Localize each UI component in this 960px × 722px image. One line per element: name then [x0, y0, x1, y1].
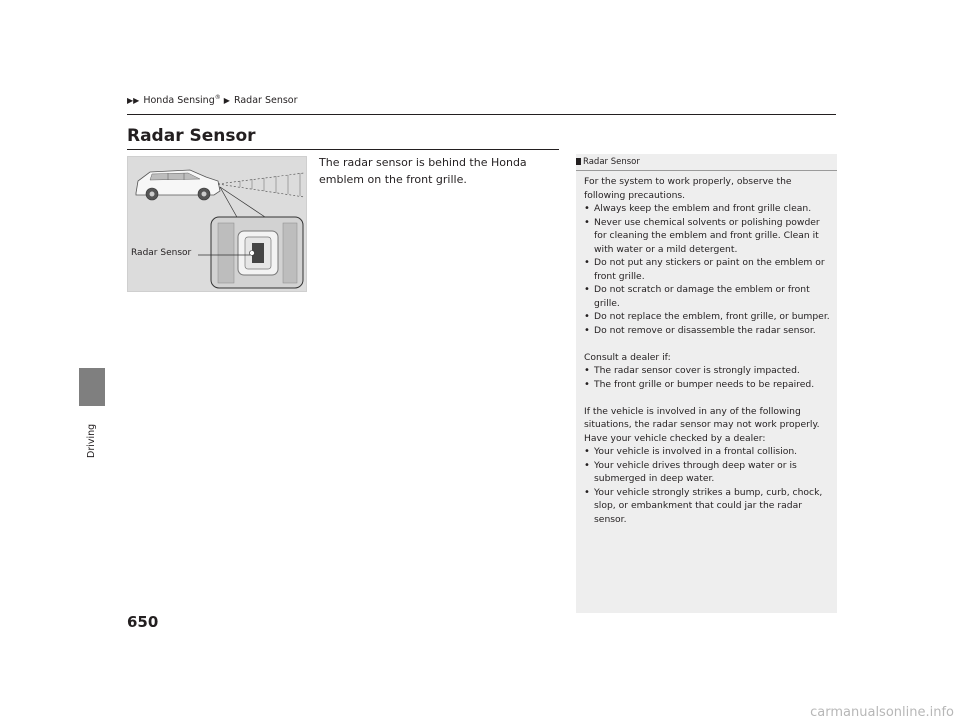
- list-item: • Your vehicle is involved in a frontal collision.: [584, 445, 834, 459]
- note-body: [584, 175, 834, 526]
- note-heading: [576, 157, 640, 167]
- list-item: • Your vehicle drives through deep water or is submerged in deep water.: [584, 459, 834, 486]
- list-item: • Always keep the emblem and front grille clean.: [584, 202, 834, 216]
- note-marker-icon: [576, 158, 581, 165]
- figure-label: Radar Sensor: [131, 248, 192, 258]
- note-heading-text: Radar Sensor: [583, 157, 640, 167]
- note-intro: For the system to work properly, observe the following precautions.: [584, 176, 792, 201]
- list-item: • Your vehicle strongly strikes a bump, curb, chock, slop, or embankment that could jar the radar sensor.: [584, 486, 834, 527]
- list-item: • Do not replace the emblem, front grille, or bumper.: [584, 310, 834, 324]
- grille-detail: [211, 217, 303, 288]
- vehicle-radar-diagram: [128, 157, 306, 291]
- suv-icon: [136, 170, 220, 200]
- breadcrumb-arrow-icon: ▶: [223, 96, 230, 106]
- note-involved: If the vehicle is involved in any of the following situations, the radar sensor may not work properly. Have your vehicle checked by a dealer:: [584, 405, 820, 444]
- list-item: • The front grille or bumper needs to be repaired.: [584, 378, 834, 392]
- page-title: Radar Sensor: [127, 126, 256, 146]
- breadcrumb-level-2: Radar Sensor: [233, 95, 298, 107]
- breadcrumb: [127, 94, 298, 106]
- list-item: • Do not put any stickers or paint on the emblem or front grille.: [584, 256, 834, 283]
- list-item: • Do not remove or disassemble the radar sensor.: [584, 324, 834, 338]
- breadcrumb-level-1[interactable]: Honda Sensing: [143, 95, 215, 107]
- chapter-label-text: Driving: [86, 423, 97, 458]
- list-item: • Do not scratch or damage the emblem or front grille.: [584, 283, 834, 310]
- title-rule: [127, 149, 559, 150]
- chapter-label: [82, 412, 102, 462]
- page-number: 650: [127, 613, 159, 631]
- registered-mark: ®: [214, 94, 221, 101]
- body-text: The radar sensor is behind the Honda emblem on the front grille.: [319, 156, 527, 186]
- header-rule: [127, 114, 836, 115]
- breadcrumb-arrow-icon: ▶▶: [127, 96, 140, 106]
- radar-beam: [218, 173, 304, 197]
- radar-sensor-illustration: [127, 156, 307, 292]
- list-item: • The radar sensor cover is strongly impacted.: [584, 364, 834, 378]
- watermark: carmanualsonline.info: [810, 705, 954, 720]
- list-item: • Never use chemical solvents or polishing powder for cleaning the emblem and front grille. Clean it with water or a mild detergent.: [584, 216, 834, 257]
- chapter-tab: [79, 368, 105, 406]
- note-rule: [576, 170, 837, 171]
- note-consult: Consult a dealer if:: [584, 351, 671, 363]
